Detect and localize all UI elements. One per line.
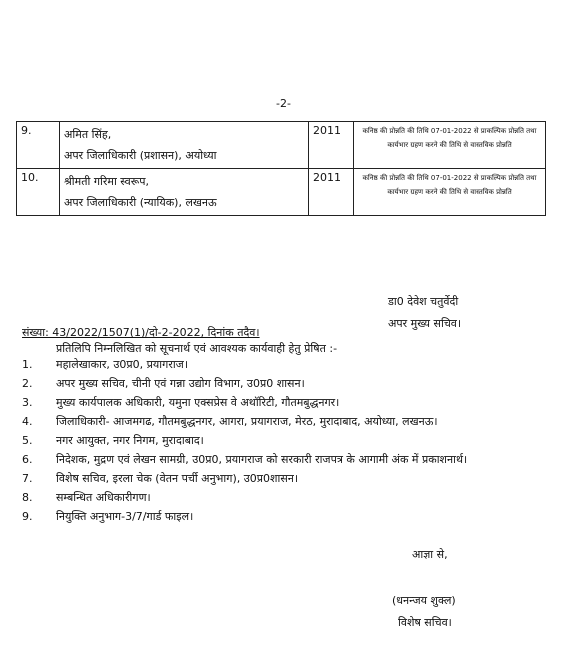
- item-number: 8.: [22, 491, 33, 504]
- promotion-remark: कनिष्ठ की प्रोन्नति की तिथि 07-01-2022 से प्राकल्पिक प्रोन्नति तथा कार्यभार ग्रहण करने की तिथि से वास्तविक प्रोन्नति: [354, 169, 546, 216]
- list-item: [22, 489, 557, 506]
- list-item: [22, 375, 557, 392]
- item-text: जिलाधिकारी- आजमगढ, गौतमबुद्धनगर, आगरा, प्रयागराज, मेरठ, मुरादाबाद, अयोध्या, लखनऊ।: [56, 415, 438, 428]
- copy-intro: प्रतिलिपि निम्नलिखित को सूचनार्थ एवं आवश्यक कार्यवाही हेतु प्रेषित :-: [56, 342, 338, 355]
- item-number: 1.: [22, 358, 33, 371]
- distribution-list: [22, 356, 557, 527]
- item-number: 4.: [22, 415, 33, 428]
- by-order-text: आज्ञा से,: [412, 548, 448, 561]
- item-text: विशेष सचिव, इरला चेक (वेतन पर्ची अनुभाग), उ0प्र0शासन।: [56, 472, 299, 485]
- item-text: नियुक्ति अनुभाग-3/7/गार्ड फाइल।: [56, 510, 194, 523]
- officer-name: श्रीमती गरिमा स्वरूप,: [64, 175, 149, 188]
- table-row: [17, 169, 546, 216]
- table-row: [17, 122, 546, 169]
- officer-designation: अपर जिलाधिकारी (न्यायिक), लखनऊ: [64, 196, 217, 209]
- item-number: 7.: [22, 472, 33, 485]
- item-text: निदेशक, मुद्रण एवं लेखन सामग्री, उ0प्र0, प्रयागराज को सरकारी राजपत्र के आगामी अंक में प्रकाशनार्थ।: [56, 453, 468, 466]
- batch-year: 2011: [309, 169, 354, 216]
- signature-block-secondary: [392, 590, 456, 634]
- officer-cell: [60, 169, 309, 216]
- item-number: 5.: [22, 434, 33, 447]
- item-text: अपर मुख्य सचिव, चीनी एवं गन्ना उद्योग विभाग, उ0प्र0 शासन।: [56, 377, 305, 390]
- officer-cell: [60, 122, 309, 169]
- signatory-designation: अपर मुख्य सचिव।: [388, 317, 462, 330]
- signatory-designation: विशेष सचिव।: [398, 616, 452, 629]
- serial-number: 10.: [17, 169, 60, 216]
- item-number: 6.: [22, 453, 33, 466]
- signature-block-primary: [388, 291, 461, 335]
- signatory-name: डा0 देवेश चतुर्वेदी: [388, 295, 459, 308]
- officer-table: [16, 121, 546, 216]
- list-item: [22, 394, 557, 411]
- reference-number: संख्या: 43/2022/1507(1)/दो-2-2022, दिनांक तदैव।: [22, 326, 260, 339]
- signatory-name: (धनन्जय शुक्ल): [392, 594, 456, 607]
- serial-number: 9.: [17, 122, 60, 169]
- officer-designation: अपर जिलाधिकारी (प्रशासन), अयोध्या: [64, 149, 217, 162]
- item-text: नगर आयुक्त, नगर निगम, मुरादाबाद।: [56, 434, 204, 447]
- promotion-remark: कनिष्ठ की प्रोन्नति की तिथि 07-01-2022 से प्राकल्पिक प्रोन्नति तथा कार्यभार ग्रहण करने की तिथि से वास्तविक प्रोन्नति: [354, 122, 546, 169]
- page-number: -2-: [276, 97, 291, 110]
- officer-name: अमित सिंह,: [64, 128, 112, 141]
- item-number: 2.: [22, 377, 33, 390]
- list-item: [22, 508, 557, 525]
- list-item: [22, 356, 557, 373]
- item-text: सम्बन्धित अधिकारीगण।: [56, 491, 151, 504]
- batch-year: 2011: [309, 122, 354, 169]
- item-text: मुख्य कार्यपालक अधिकारी, यमुना एक्सप्रेस वे अथॉरिटी, गौतमबुद्धनगर।: [56, 396, 340, 409]
- list-item: [22, 451, 557, 468]
- list-item: [22, 470, 557, 487]
- list-item: [22, 413, 557, 430]
- item-number: 9.: [22, 510, 33, 523]
- item-number: 3.: [22, 396, 33, 409]
- list-item: [22, 432, 557, 449]
- item-text: महालेखाकार, उ0प्र0, प्रयागराज।: [56, 358, 188, 371]
